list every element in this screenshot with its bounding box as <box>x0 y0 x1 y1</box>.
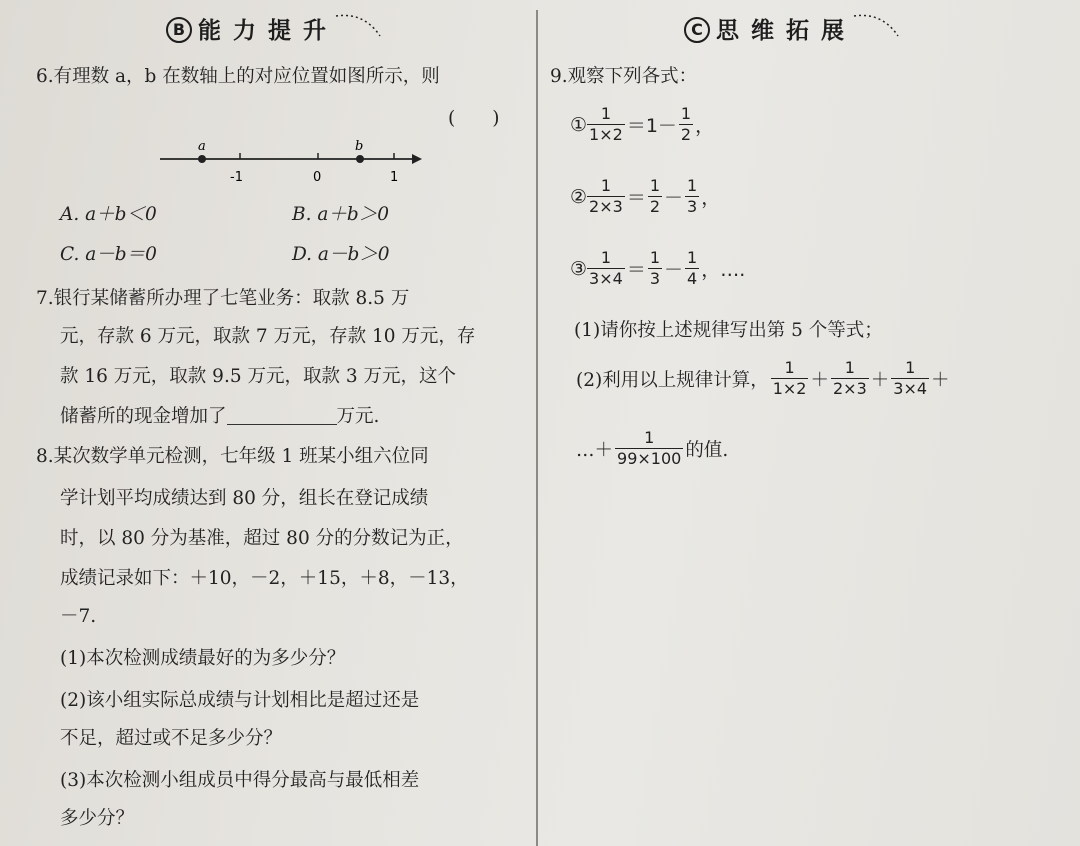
sum-term-3: $\frac{1}{3\times 4}$ <box>893 358 928 398</box>
q7-line-4 <box>60 402 379 428</box>
q9-sub-2-continued <box>574 428 730 469</box>
column-divider <box>536 10 538 846</box>
eq1-rhs-fraction: $\frac{1}{2}$ <box>680 104 692 144</box>
section-c-title <box>684 12 856 45</box>
eq2-rhs-fraction-1: $\frac{1}{2}$ <box>649 176 661 216</box>
eq3-rhs-fraction-2: $\frac{1}{4}$ <box>687 248 698 288</box>
q7-answer-blank[interactable] <box>227 406 337 425</box>
tick-label-1: 1 <box>390 170 399 185</box>
q9-sub-2-text: (2)利用以上规律计算， <box>576 369 769 391</box>
eq2-rhs-fraction-2: $\frac{1}{3}$ <box>687 176 698 216</box>
q8-sub-3b: 多少分？ <box>60 808 135 829</box>
q8-line-5: －7. <box>60 606 97 627</box>
point-a <box>198 155 206 163</box>
q8-line-4: 成绩记录如下：＋10，－2，＋15，＋8，－13， <box>60 568 469 589</box>
q9-sub-1: (1)请你按上述规律写出第 5 个等式； <box>574 320 883 341</box>
eq3-rhs-fraction-1: $\frac{1}{3}$ <box>649 248 661 288</box>
eq1-mark: ① <box>570 113 588 136</box>
q8-line-1: 8.某次数学单元检测，七年级 1 班某小组六位同 <box>36 446 429 467</box>
section-c-swoosh <box>852 10 902 40</box>
q7-line-1: 7.银行某储蓄所办理了七笔业务：取款 8.5 万 <box>36 288 410 309</box>
sum-last-term: $\frac{1}{99\times 100}$ <box>617 428 682 468</box>
q7-line-4-before: 储蓄所的现金增加了 <box>60 406 227 427</box>
point-a-label: a <box>198 139 206 154</box>
q9-equation-1: ① $\frac{1}{1\times 2}$ ＝1－ $\frac{1}{2}$ ， <box>570 104 715 144</box>
q6-option-a[interactable]: A. a＋b＜0 <box>60 204 157 225</box>
q8-line-3: 时，以 80 分为基准，超过 80 分的分数记为正， <box>60 528 464 549</box>
q6-option-c[interactable]: C. a－b＝0 <box>60 244 157 265</box>
q8-sub-1: (1)本次检测成绩最好的为多少分？ <box>60 648 346 669</box>
section-c-heading: 思维拓展 <box>716 18 856 44</box>
section-b-swoosh <box>334 10 384 40</box>
eq1-lhs-fraction: $\frac{1}{1\times 2}$ <box>589 104 623 144</box>
point-b <box>356 155 364 163</box>
eq3-mark: ③ <box>570 257 588 280</box>
q9-sub-2: (2)利用以上规律计算， $\frac{1}{1\times 2}$ ＋ $\frac{1}{2\times 3}$ ＋ $\frac{1}{3\times 4}$ ＋ <box>576 358 950 398</box>
q6-stem: 6.有理数 a，b 在数轴上的对应位置如图所示，则 <box>36 66 440 87</box>
section-c-letter: C <box>684 17 710 43</box>
point-b-label: b <box>355 139 364 154</box>
q6-option-b[interactable]: B. a＋b＞0 <box>292 204 389 225</box>
q8-sub-2a: (2)该小组实际总成绩与计划相比是超过还是 <box>60 690 420 711</box>
tick-label-0: 0 <box>313 170 322 185</box>
sum-term-1: $\frac{1}{1\times 2}$ <box>772 358 807 398</box>
q7-line-4-after: 万元. <box>336 406 380 427</box>
q9-tail: 的值. <box>685 439 729 461</box>
q6-answer-paren: ( ) <box>448 108 500 129</box>
section-b-title <box>166 12 338 45</box>
eq1-mid: ＝1－ <box>626 115 677 137</box>
q9-equation-3: ③ $\frac{1}{3\times 4}$ ＝ $\frac{1}{3}$ － $\frac{1}{4}$ ，…. <box>570 248 746 288</box>
sum-ellipsis: …＋ <box>576 439 614 461</box>
q9-equation-2: ② $\frac{1}{2\times 3}$ ＝ $\frac{1}{2}$ － $\frac{1}{3}$ ， <box>570 176 721 216</box>
eq2-mark: ② <box>570 185 588 208</box>
section-b-letter: B <box>166 17 192 43</box>
q8-line-2: 学计划平均成绩达到 80 分，组长在登记成绩 <box>60 488 429 509</box>
sum-term-2: $\frac{1}{2\times 3}$ <box>833 358 867 398</box>
section-b-heading: 能力提升 <box>198 18 338 44</box>
q8-sub-3a: (3)本次检测小组成员中得分最高与最低相差 <box>60 770 420 791</box>
q7-line-3: 款 16 万元，取款 9.5 万元，取款 3 万元，这个 <box>60 366 457 387</box>
q8-sub-2b: 不足，超过或不足多少分？ <box>60 728 283 749</box>
eq2-lhs-fraction: $\frac{1}{2\times 3}$ <box>589 176 623 216</box>
q9-stem: 9.观察下列各式： <box>550 66 698 87</box>
q6-option-d[interactable]: D. a－b＞0 <box>292 244 390 265</box>
tick-label-neg1: -1 <box>230 170 243 185</box>
q7-line-2: 元，存款 6 万元，取款 7 万元，存款 10 万元，存 <box>60 326 476 347</box>
eq3-lhs-fraction: $\frac{1}{3\times 4}$ <box>589 248 623 288</box>
q6-number-line <box>150 136 430 186</box>
